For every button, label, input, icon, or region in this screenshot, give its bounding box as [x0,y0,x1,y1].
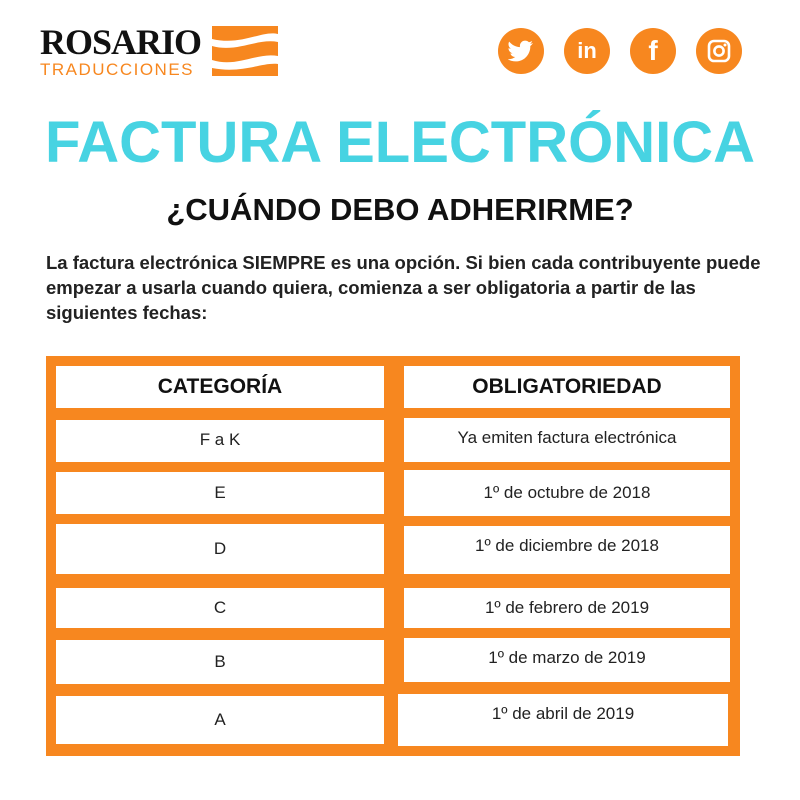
table-cell-category: C [56,588,384,628]
linkedin-glyph: in [577,38,597,63]
table-cell-obligation: 1º de abril de 2019 [398,694,728,746]
twitter-icon[interactable] [498,28,544,74]
table-header-category: CATEGORÍA [56,366,384,408]
table-cell-obligation: 1º de octubre de 2018 [404,470,730,516]
linkedin-icon[interactable] [564,28,610,74]
rosario-wave-logo-icon [212,26,278,76]
facebook-glyph: f [648,35,658,66]
table-header-obligation: OBLIGATORIEDAD [404,366,730,408]
table-cell-obligation: 1º de diciembre de 2018 [404,526,730,574]
table-cell-category: F a K [56,420,384,462]
brand-tagline: TRADUCCIONES [40,60,195,79]
social-links [498,28,742,74]
table-cell-obligation: 1º de febrero de 2019 [404,588,730,628]
table-cell-obligation: Ya emiten factura electrónica [404,418,730,462]
table-cell-obligation: 1º de marzo de 2019 [404,638,730,682]
table-cell-category: E [56,472,384,514]
table-cell-category: A [56,696,384,744]
brand-name: ROSARIO [40,22,202,62]
page-subtitle: ¿CUÁNDO DEBO ADHERIRME? [166,192,634,227]
table-cell-category: D [56,524,384,574]
intro-paragraph: La factura electrónica SIEMPRE es una opción. Si bien cada contribuyente puede empezar a usarla cuando quiera, comienza a ser obligatoria a partir de las siguientes fechas: [46,252,761,323]
page-title: FACTURA ELECTRÓNICA [45,110,755,175]
facebook-icon[interactable] [630,28,676,74]
instagram-icon[interactable] [696,28,742,74]
brand-logo [40,24,280,80]
table-cell-category: B [56,640,384,684]
schedule-table [46,356,740,756]
